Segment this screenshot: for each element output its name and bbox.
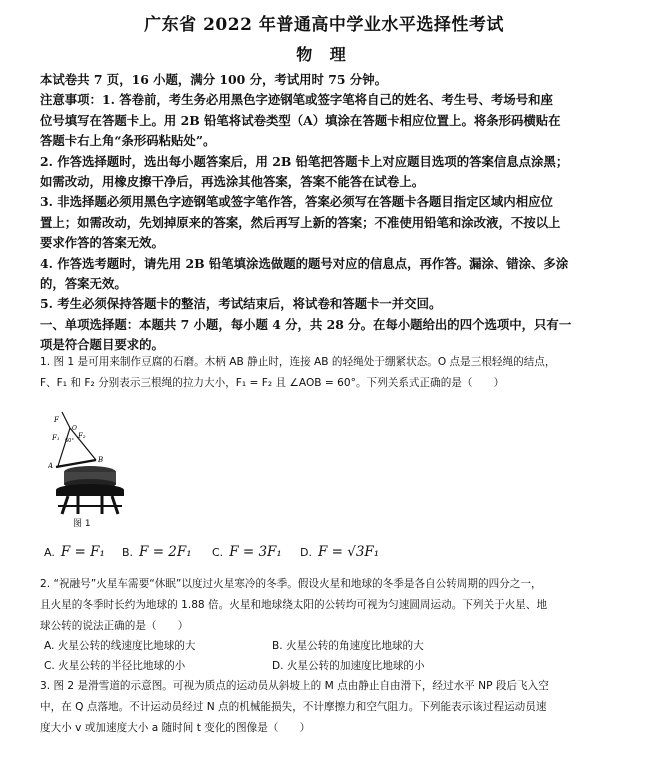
section-heading: 项是符合题目要求的。 — [40, 337, 164, 353]
option-d[interactable] — [300, 544, 379, 560]
instruction-line: 本试卷共 7 页，16 小题，满分 100 分，考试用时 75 分钟。 — [40, 72, 387, 87]
label-angle: 60° — [65, 438, 74, 444]
question-1-line: 1. 图 1 是可用来制作豆腐的石磨。木柄 AB 静止时，连接 AB 的轻绳处于绷紧状态。O 点是三根轻绳的结点， — [40, 356, 556, 368]
label-b: B — [98, 456, 104, 464]
label-f: F — [54, 416, 59, 424]
option-formula: F = 2F₁ — [139, 544, 192, 560]
instruction-line: 4. 作答选考题时，请先用 2B 铅笔填涂选做题的题号对应的信息点，再作答。漏涂、错涂、多涂 — [40, 255, 569, 271]
question-3-line: 3. 图 2 是滑雪道的示意图。可视为质点的运动员从斜坡上的 M 点由静止自由滑下，经过水平 NP 段后飞入空 — [40, 680, 549, 692]
option-a[interactable] — [44, 544, 105, 560]
instruction-line: 要求作答的答案无效。 — [40, 235, 164, 251]
figure-1-caption: 图 1 — [73, 519, 91, 529]
question-3-line: 度大小 v 或加速度大小 a 随时间 t 变化的图像是（ ） — [40, 722, 311, 734]
option-c[interactable] — [212, 544, 282, 560]
instruction-line: 置上；如需改动，先划掉原来的答案，然后再写上新的答案；不准使用铅笔和涂改液，不按以上 — [40, 214, 561, 230]
question-2 — [40, 574, 615, 637]
question-2-line: 且火星的冬季时长约为地球的 1.88 倍。火星和地球绕太阳的公转均可视为匀速圆周运动。下列关于火星、地 — [40, 599, 548, 611]
question-3-line: 中，在 Q 点落地。不计运动员经过 N 点的机械能损失，不计摩擦力和空气阻力。下列能表示该过程运动员速 — [40, 701, 547, 713]
label-o: O — [72, 425, 77, 432]
mill-lower-body — [56, 490, 124, 496]
instructions-block — [40, 70, 615, 356]
q2-option-d[interactable]: D. 火星公转的加速度比地球的小 — [272, 660, 425, 672]
exam-title: 广东省 2022 年普通高中学业水平选择性考试 — [144, 15, 504, 35]
question-1 — [40, 352, 615, 394]
option-letter: A. — [44, 546, 55, 559]
q2-option-b[interactable]: B. 火星公转的角速度比地球的大 — [272, 640, 424, 652]
option-b[interactable] — [122, 544, 192, 560]
question-1-options — [40, 544, 615, 566]
stone-mill-figure — [48, 410, 138, 532]
label-f2: F₂ — [78, 432, 86, 440]
q2-option-c[interactable]: C. 火星公转的半径比地球的小 — [44, 660, 186, 672]
option-letter: D. — [300, 546, 312, 559]
instruction-line: 5. 考生必须保持答题卡的整洁，考试结束后，将试卷和答题卡一并交回。 — [40, 296, 442, 312]
question-2-line: 球公转的说法正确的是（ ） — [40, 620, 189, 632]
section-heading: 一、单项选择题：本题共 7 小题，每小题 4 分，共 28 分。在每小题给出的四个选项中，只有一 — [40, 316, 572, 332]
option-letter: B. — [122, 546, 134, 559]
instruction-line: 的，答案无效。 — [40, 276, 127, 292]
rope-f1 — [58, 428, 70, 466]
option-formula: F = √3F₁ — [317, 544, 380, 560]
instruction-line: 注意事项：1. 答卷前，考生务必用黑色字迹钢笔或签字笔将自己的姓名、考生号、考场号和座 — [40, 92, 553, 108]
label-f1: F₁ — [52, 434, 60, 442]
question-1-line: F、F₁ 和 F₂ 分别表示三根绳的拉力大小，F₁ = F₂ 且 ∠AOB = 60°。下列关系式正确的是（ ） — [40, 377, 505, 389]
instruction-line: 2. 作答选择题时，选出每小题答案后，用 2B 铅笔把答题卡上对应题目选项的答案信息点涂黑； — [40, 153, 569, 169]
option-formula: F = 3F₁ — [229, 544, 282, 560]
instruction-line: 3. 非选择题必须用黑色字迹钢笔或签字笔作答，答案必须写在答题卡各题目指定区域内相应位 — [40, 194, 553, 210]
instruction-line: 位号填写在答题卡上。用 2B 铅笔将试卷类型（A）填涂在答题卡相应位置上。将条形码横贴在 — [40, 112, 561, 128]
label-a: A — [48, 462, 54, 470]
option-formula: F = F₁ — [60, 544, 105, 560]
subject-title: 物 理 — [296, 45, 352, 64]
instruction-line: 如需改动，用橡皮擦干净后，再选涂其他答案，答案不能答在试卷上。 — [40, 174, 425, 190]
instruction-line: 答题卡右上角“条形码粘贴处”。 — [40, 133, 216, 149]
rope-f — [62, 412, 70, 428]
wooden-handle-ab — [56, 460, 96, 467]
option-letter: C. — [212, 546, 224, 559]
q2-option-a[interactable]: A. 火星公转的线速度比地球的大 — [44, 640, 196, 652]
question-2-line: 2. “祝融号”火星车需要“休眠”以度过火星寒冷的冬季。假设火星和地球的冬季是各自公转周期的四分之一， — [40, 578, 542, 590]
question-3 — [40, 676, 615, 739]
